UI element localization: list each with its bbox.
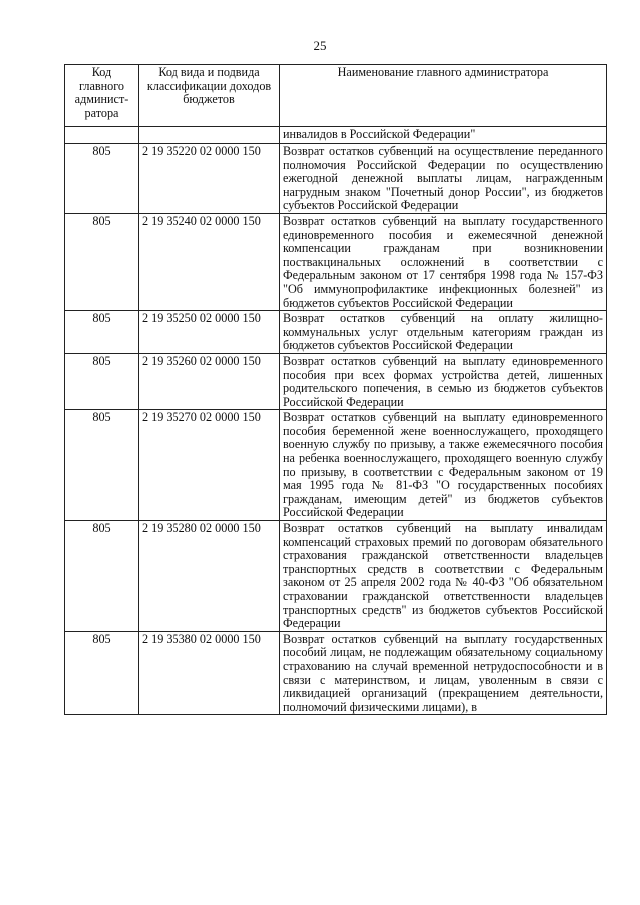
name-cell: Возврат остатков субвенций на выплату государственных пособий лицам, не подлежащим обязательному социальному страхованию на случай временной нетрудоспособности и в связи с материнством, и лицам, уволенным в связи с ликвидацией организаций (прекращением деятельности, полномочий физическими лицами), в (280, 631, 607, 715)
name-cell: Возврат остатков субвенций на выплату единовременного пособия беременной жене военнослужащего, проходящего военную службу по призыву, а также ежемесячного пособия на ребенка военнослужащего, проходящего военную службу по призыву, в соответствии с Федеральным законом от 19 мая 1995 года № 81-ФЗ "О государственных пособиях гражданам, имеющим детей" из бюджетов субъектов Российской Федерации (280, 410, 607, 521)
continuation-name-cell: инвалидов в Российской Федерации" (280, 127, 607, 144)
kbk-cell: 2 19 35380 02 0000 150 (139, 631, 280, 715)
admin-code-cell: 805 (65, 144, 139, 214)
table-row (65, 213, 607, 310)
table-header-row (65, 65, 607, 127)
admin-code-cell: 805 (65, 410, 139, 521)
budget-revenue-table (64, 64, 607, 715)
admin-code-cell: 805 (65, 521, 139, 632)
kbk-cell: 2 19 35260 02 0000 150 (139, 353, 280, 409)
table-row (65, 521, 607, 632)
name-cell: Возврат остатков субвенций на выплату государственного единовременного пособия и ежемесячной денежной компенсации гражданам при возникновении поствакцинальных осложнений в соответствии с Федеральным законом от 17 сентября 1998 года № 157-ФЗ "Об иммунопрофилактике инфекционных болезней" из бюджетов субъектов Российской Федерации (280, 213, 607, 310)
continuation-row (65, 127, 607, 144)
table-row (65, 410, 607, 521)
continuation-kbk-cell (139, 127, 280, 144)
kbk-cell: 2 19 35280 02 0000 150 (139, 521, 280, 632)
admin-code-cell: 805 (65, 353, 139, 409)
kbk-cell: 2 19 35270 02 0000 150 (139, 410, 280, 521)
kbk-cell: 2 19 35240 02 0000 150 (139, 213, 280, 310)
name-cell: Возврат остатков субвенций на оплату жилищно-коммунальных услуг отдельным категориям граждан из бюджетов субъектов Российской Федерации (280, 311, 607, 354)
header-kbk: Код вида и подвида классификации доходов бюджетов (139, 65, 280, 127)
table-row (65, 311, 607, 354)
table-row (65, 353, 607, 409)
name-cell: Возврат остатков субвенций на выплату единовременного пособия при всех формах устройства детей, лишенных родительского попечения, в семью из бюджетов субъектов Российской Федерации (280, 353, 607, 409)
kbk-cell: 2 19 35220 02 0000 150 (139, 144, 280, 214)
table-row (65, 144, 607, 214)
header-name: Наименование главного администратора (280, 65, 607, 127)
name-cell: Возврат остатков субвенций на осуществление переданного полномочия Российской Федерации по осуществлению ежегодной денежной выплаты лицам, награжденным нагрудным знаком "Почетный донор России", из бюджетов субъектов Российской Федерации (280, 144, 607, 214)
admin-code-cell: 805 (65, 311, 139, 354)
name-cell: Возврат остатков субвенций на выплату инвалидам компенсаций страховых премий по договорам обязательного страхования гражданской ответственности владельцев транспортных средств в соответствии с Федеральным законом от 25 апреля 2002 года № 40-ФЗ "Об обязательном страховании гражданской ответственности владельцев транспортных средств" из бюджетов субъектов Российской Федерации (280, 521, 607, 632)
kbk-cell: 2 19 35250 02 0000 150 (139, 311, 280, 354)
header-admin-code: Код главного админист-ратора (65, 65, 139, 127)
table-row (65, 631, 607, 715)
admin-code-cell: 805 (65, 631, 139, 715)
page-number: 25 (313, 38, 327, 53)
admin-code-cell: 805 (65, 213, 139, 310)
continuation-admin-cell (65, 127, 139, 144)
